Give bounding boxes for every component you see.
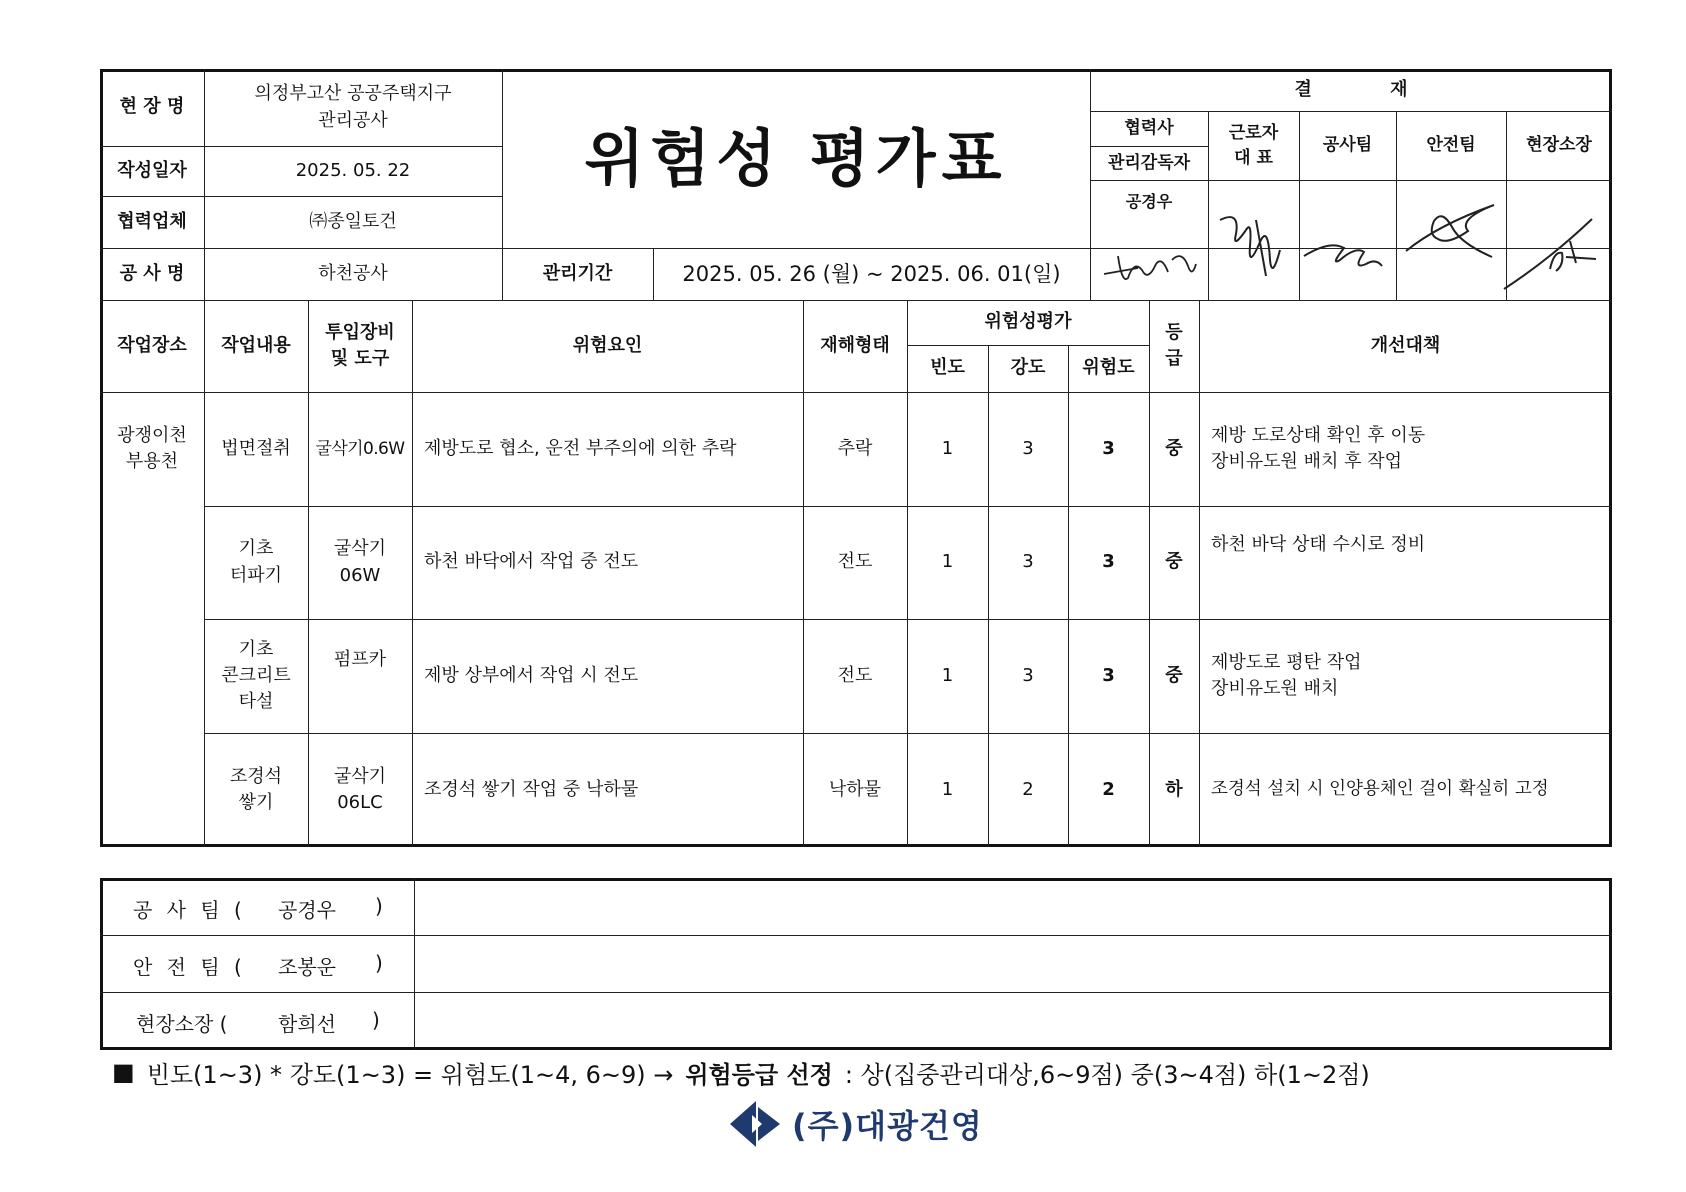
severity: 3 (1022, 551, 1034, 573)
measure-line: 장비유도원 배치 후 작업 (1211, 451, 1403, 472)
frequency: 1 (941, 664, 954, 686)
approval-site-manager-label: 현장소장 (1526, 135, 1592, 156)
signer-name: 공경우 (1125, 192, 1173, 212)
col-header-hazard: 위험요인 (572, 334, 643, 356)
site-name-value (204, 69, 502, 146)
severity: 3 (1022, 437, 1034, 459)
period-label: 관리기간 (542, 262, 613, 284)
improvement-measures (1199, 733, 1612, 847)
col-header-accident: 재해형태 (820, 334, 890, 356)
col-header-risk: 위험도 (1082, 357, 1135, 379)
improvement-measures (1199, 392, 1612, 506)
confirm-row-site-manager (103, 995, 414, 1049)
signature-safety-team (1398, 195, 1504, 291)
col-header-work: 작업내용 (221, 334, 291, 356)
improvement-measures (1199, 506, 1612, 619)
confirm-row-safety (103, 938, 414, 992)
confirm-close: ) (375, 894, 383, 918)
work-line: 타설 (238, 691, 274, 713)
confirm-name: 조봉운 (278, 955, 336, 979)
hazard: 하천 바닥에서 작업 중 전도 (424, 551, 639, 573)
measure-line: 제방 도로상태 확인 후 이동 (1211, 424, 1426, 446)
severity: 3 (1022, 664, 1034, 686)
work-line: 쌓기 (238, 792, 274, 813)
project-label: 공 사 명 (119, 262, 185, 284)
partner-value: ㈜종일토건 (309, 210, 397, 232)
risk-level: 3 (1102, 664, 1115, 686)
work-place (100, 392, 204, 506)
note-grade-detail: : 상(집중관리대상,6~9점) 중(3~4점) 하(1~2점) (844, 1060, 1370, 1089)
equipment (308, 619, 412, 733)
equipment (308, 733, 412, 847)
bullet-square-icon: ■ (112, 1058, 135, 1086)
approval-partner-label: 협력사 (1124, 118, 1174, 139)
frequency: 1 (941, 551, 954, 573)
risk-level: 2 (1102, 778, 1115, 800)
col-header-place: 작업장소 (117, 334, 187, 356)
equipment-line: 굴삭기0.6W (315, 438, 405, 459)
company-logo-mark-icon (728, 1097, 782, 1151)
confirm-team-label: 안 전 팀 ( (133, 955, 246, 979)
work-content (204, 392, 308, 506)
risk-grade: 하 (1165, 778, 1183, 800)
equipment (308, 506, 412, 619)
risk-grade: 중 (1165, 664, 1183, 686)
approval-construction-team-label: 공사팀 (1322, 135, 1373, 156)
approval-title: 결 재 (1294, 78, 1444, 100)
accident-type: 추락 (837, 437, 873, 459)
risk-level: 3 (1102, 551, 1115, 573)
approval-supervisor-label: 관리감독자 (1107, 152, 1191, 173)
confirm-close: ) (375, 951, 383, 975)
col-header-measures: 개선대책 (1370, 334, 1441, 356)
hazard: 제방 상부에서 작업 시 전도 (424, 664, 639, 686)
equipment-line: 06LC (337, 792, 383, 813)
hazard: 제방도로 협소, 운전 부주의에 의한 추락 (424, 437, 737, 459)
col-header-equipment (308, 300, 412, 392)
work-content (204, 619, 308, 733)
signature-worker-rep (1210, 190, 1298, 294)
signature-site-manager (1500, 205, 1608, 297)
confirm-name: 함희선 (278, 1012, 336, 1036)
confirm-close: ) (372, 1008, 380, 1032)
page-title: 위험성 평가표 (584, 121, 1008, 195)
equipment-line: 굴삭기 (333, 538, 387, 560)
accident-type: 낙하물 (828, 778, 882, 800)
equipment-line: 06W (339, 564, 381, 586)
work-line: 법면절취 (221, 437, 291, 459)
measure-line: 장비유도원 배치 (1211, 678, 1339, 699)
work-place-line2: 부용천 (125, 451, 179, 472)
work-line: 콘크리트 (221, 664, 291, 686)
confirm-name: 공경우 (278, 898, 336, 922)
worker-rep-line1: 근로자 (1228, 122, 1279, 143)
period-value: 2025. 05. 26 (월) ~ 2025. 06. 01(일) (682, 261, 1061, 286)
project-value: 하천공사 (318, 262, 388, 284)
work-line: 기초 (238, 638, 274, 660)
approval-worker-rep-label (1208, 111, 1299, 180)
site-name-line1: 의정부고산 공공주택지구 (254, 83, 452, 105)
worker-rep-line2: 대 표 (1234, 147, 1273, 168)
work-line: 기초 (238, 538, 274, 560)
site-name-label: 현 장 명 (119, 96, 185, 118)
measure-line: 조경석 설치 시 인양용체인 걸이 확실히 고정 (1211, 779, 1549, 800)
date-value: 2025. 05. 22 (295, 159, 411, 181)
confirm-row-construction (103, 881, 414, 935)
equipment-line: 굴삭기 (333, 765, 387, 787)
frequency: 1 (941, 437, 954, 459)
note-grade-title: 위험등급 선정 (685, 1060, 833, 1089)
accident-type: 전도 (837, 664, 873, 686)
frequency: 1 (941, 778, 954, 800)
col-header-severity: 강도 (1010, 357, 1046, 379)
partner-label: 협력업체 (117, 210, 187, 232)
equipment (308, 392, 412, 506)
risk-level: 3 (1102, 437, 1115, 459)
risk-grade: 중 (1165, 437, 1183, 459)
severity: 2 (1022, 778, 1034, 800)
hazard: 조경석 쌓기 작업 중 낙하물 (424, 778, 639, 800)
note-formula: 빈도(1~3) * 강도(1~3) = 위험도(1~4, 6~9) → (146, 1060, 674, 1089)
col-header-grade (1149, 300, 1199, 392)
work-content (204, 506, 308, 619)
col-header-frequency: 빈도 (930, 357, 965, 379)
company-logo (728, 1096, 988, 1152)
measure-line: 하천 바닥 상태 수시로 정비 (1211, 534, 1426, 555)
grade-header-line2: 급 (1165, 348, 1183, 369)
company-logo-text: (주)대광건영 (792, 1107, 983, 1145)
site-name-line2: 관리공사 (318, 109, 388, 131)
date-label: 작성일자 (117, 159, 187, 181)
signature-partner (1090, 180, 1208, 300)
confirm-team-label: 현장소장 ( (136, 1012, 228, 1036)
confirm-team-label: 공 사 팀 ( (133, 898, 246, 922)
measure-line: 제방도로 평탄 작업 (1211, 651, 1362, 673)
risk-grade: 중 (1165, 551, 1183, 573)
grade-criteria-note (112, 1054, 1612, 1090)
equip-header-line2: 및 도구 (330, 348, 390, 369)
work-place-line1: 광쟁이천 (117, 424, 187, 446)
approval-safety-team-label: 안전팀 (1426, 135, 1476, 156)
improvement-measures (1199, 619, 1612, 733)
equip-header-line1: 투입장비 (325, 321, 395, 343)
col-header-risk-eval: 위험성평가 (984, 311, 1072, 333)
work-line: 터파기 (229, 564, 283, 586)
grade-header-line1: 등 (1165, 321, 1183, 343)
signature-construction-team (1300, 200, 1395, 290)
work-content (204, 733, 308, 847)
accident-type: 전도 (837, 551, 873, 573)
work-line: 조경석 (229, 765, 283, 787)
equipment-line: 펌프카 (333, 649, 387, 670)
